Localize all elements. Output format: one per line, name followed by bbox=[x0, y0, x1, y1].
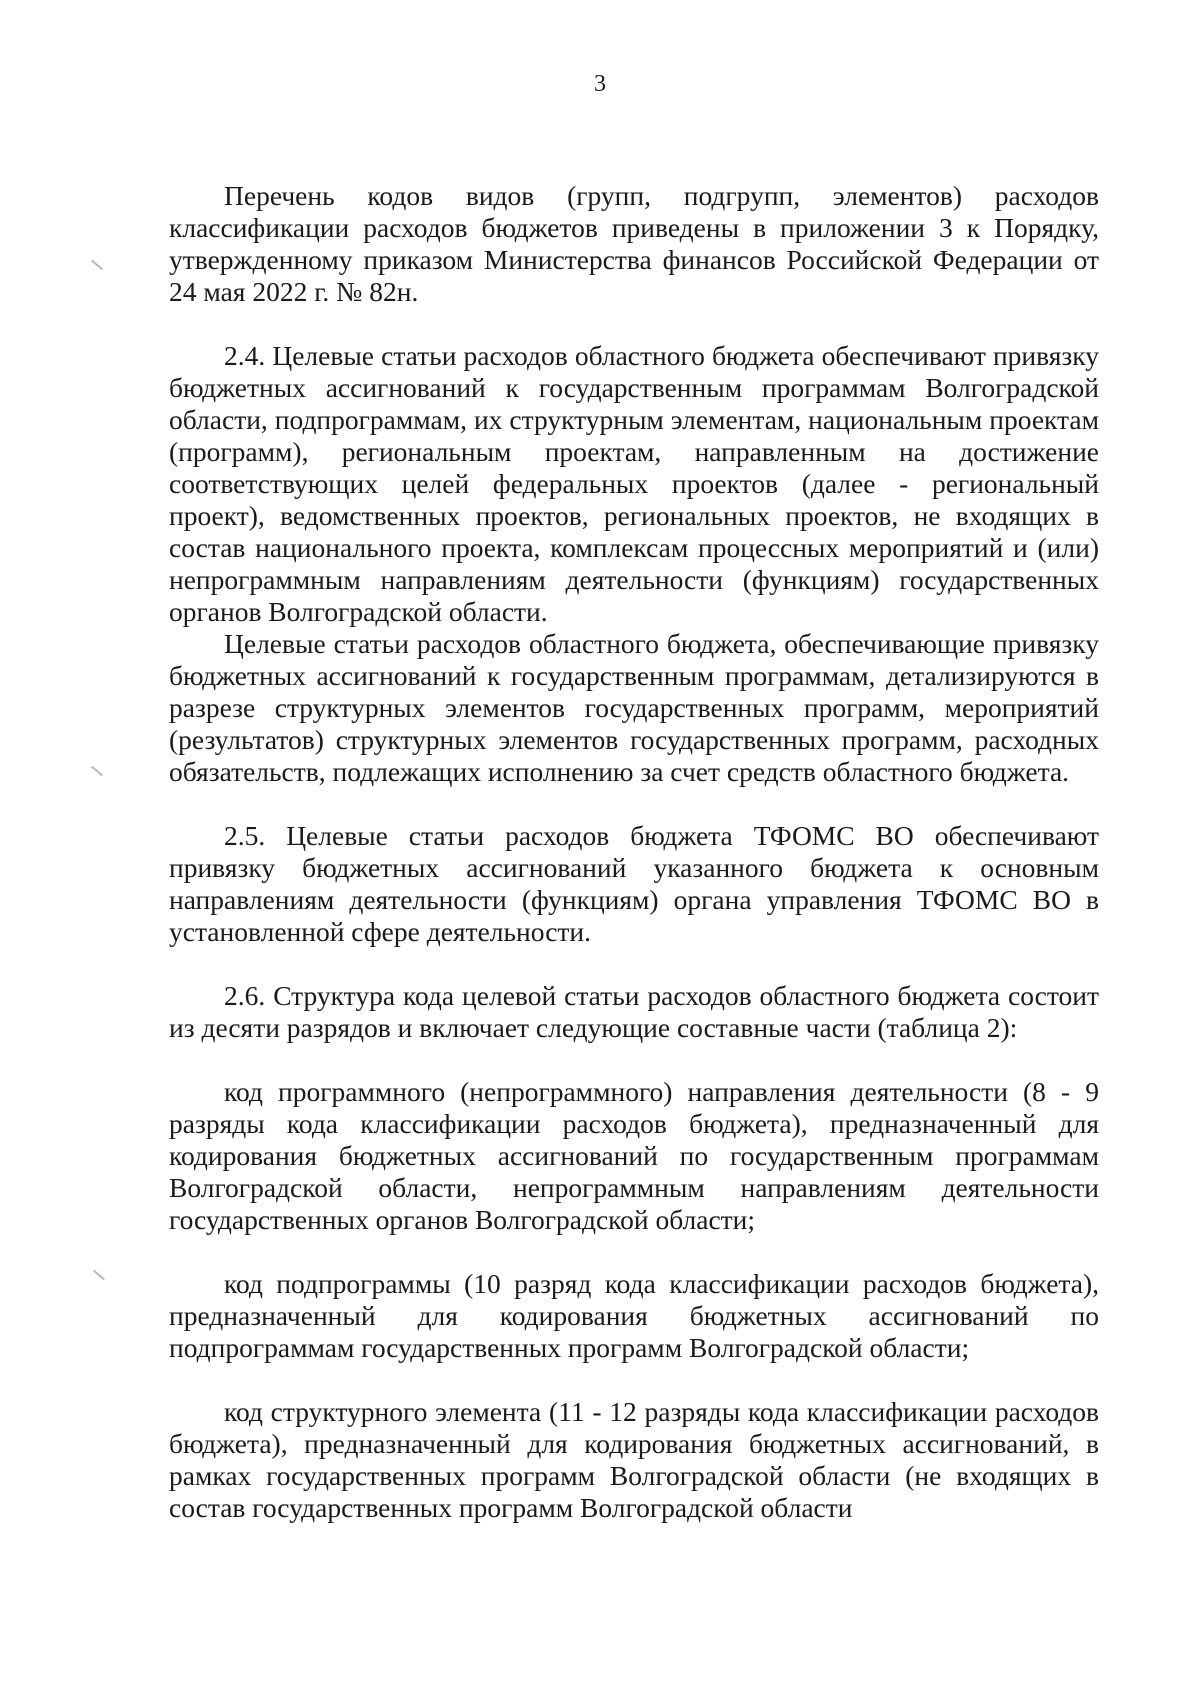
paragraph-2-5: 2.5. Целевые статьи расходов бюджета ТФОМС ВО обеспечивают привязку бюджетных ассигнований указанного бюджета к основным направлениям деятельности (функциям) органа управления ТФОМС ВО в установленной сфере деятельности. bbox=[169, 820, 1099, 947]
page-number: 3 bbox=[594, 71, 606, 97]
scan-artifact-mark bbox=[93, 1270, 105, 1281]
paragraph-subprogram-code: код подпрограммы (10 разряд кода классификации расходов бюджета), предназначенный для кодирования бюджетных ассигнований по подпрограммам государственных программ Волгоградской области; bbox=[169, 1268, 1099, 1363]
paragraph-2-4: 2.4. Целевые статьи расходов областного бюджета обеспечивают привязку бюджетных ассигнований к государственным программам Волгоградской области, подпрограммам, их структурным элементам, национальным проектам (программ), региональным проектам, направленным на достижение соответствующих целей федеральных проектов (далее - региональный проект), ведомственных проектов, региональных проектов, не входящих в состав национального проекта, комплексам процессных мероприятий и (или) непрограммным направлениям деятельности (функциям) государственных органов Волгоградской области. bbox=[169, 340, 1099, 627]
scan-artifact-mark bbox=[91, 260, 103, 271]
paragraph-structural-element-code: код структурного элемента (11 - 12 разряды кода классификации расходов бюджета), предназначенный для кодирования бюджетных ассигнований, в рамках государственных программ Волгоградской области (не входящих в состав государственных программ Волгоградской области bbox=[169, 1396, 1099, 1523]
paragraph-2-6: 2.6. Структура кода целевой статьи расходов областного бюджета состоит из десяти разрядов и включает следующие составные части (таблица 2): bbox=[169, 980, 1099, 1043]
paragraph-expense-codes: Перечень кодов видов (групп, подгрупп, элементов) расходов классификации расходов бюджетов приведены в приложении 3 к Порядку, утвержденному приказом Министерства финансов Российской Федерации от 24 мая 2022 г. № 82н. bbox=[169, 180, 1099, 307]
paragraph-program-code: код программного (непрограммного) направления деятельности (8 - 9 разряды кода классификации расходов бюджета), предназначенный для кодирования бюджетных ассигнований по государственным программам Волгоградской области, непрограммным направлениям деятельности государственных органов Волгоградской области; bbox=[169, 1076, 1099, 1235]
scan-artifact-mark bbox=[91, 766, 103, 777]
document-body bbox=[169, 180, 1099, 1524]
paragraph-2-4-detail: Целевые статьи расходов областного бюджета, обеспечивающие привязку бюджетных ассигнований к государственным программам, детализируются в разрезе структурных элементов государственных программ, мероприятий (результатов) структурных элементов государственных программ, расходных обязательств, подлежащих исполнению за счет средств областного бюджета. bbox=[169, 628, 1099, 787]
